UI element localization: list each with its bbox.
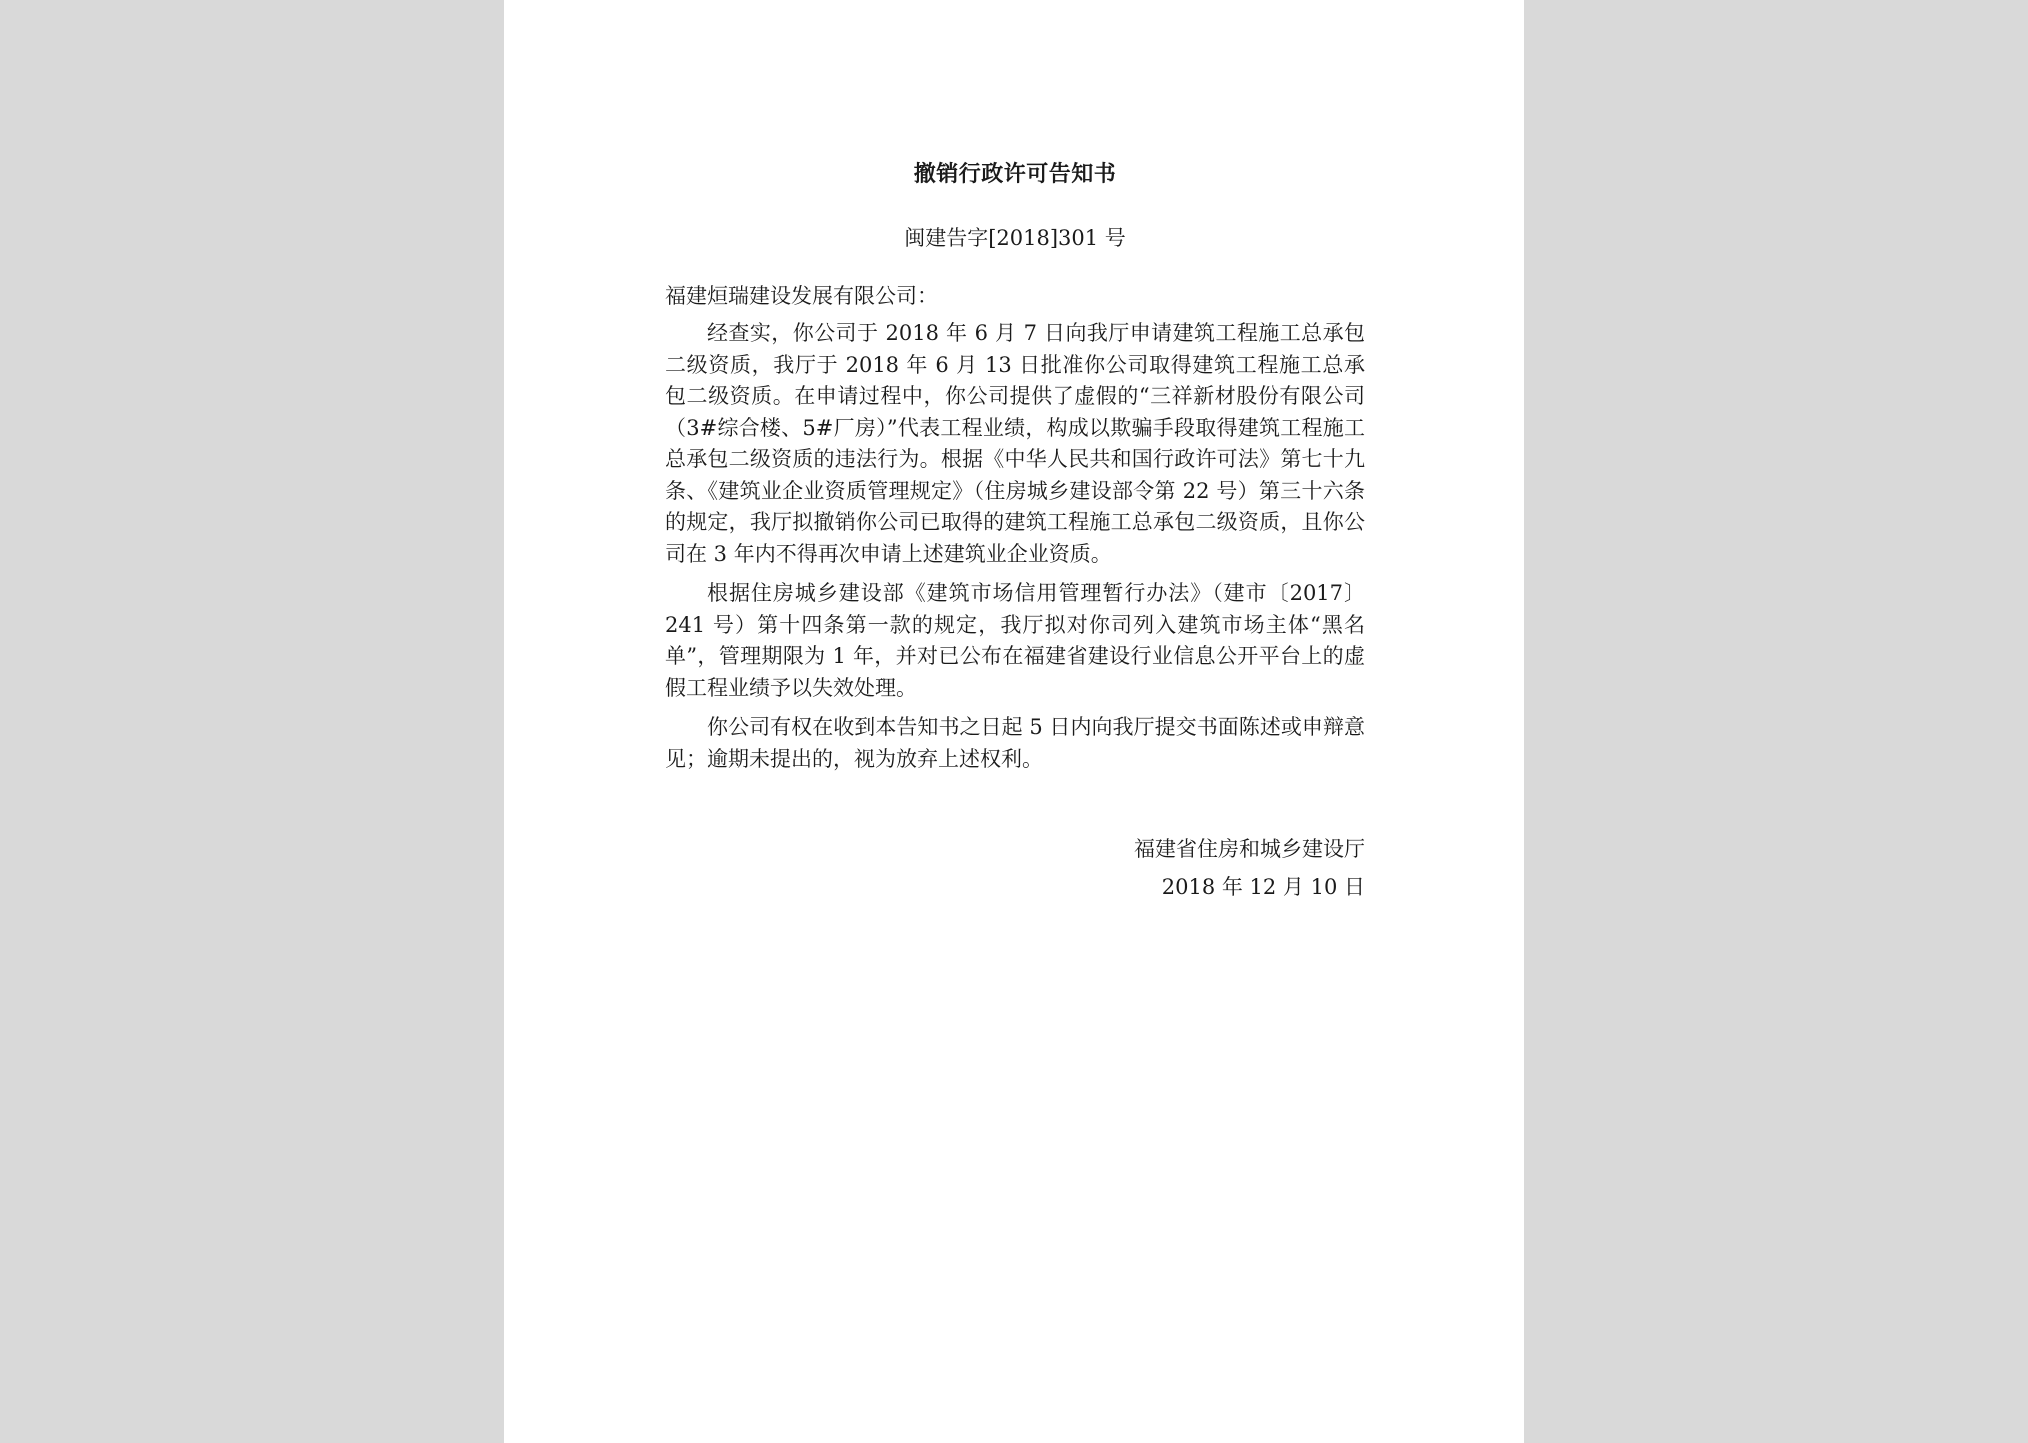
paragraph-3: 你公司有权在收到本告知书之日起 5 日内向我厅提交书面陈述或申辩意见；逾期未提出的，视为放弃上述权利。 bbox=[665, 715, 1365, 771]
salutation: 福建烜瑞建设发展有限公司： bbox=[665, 284, 938, 308]
paragraph-2: 根据住房城乡建设部《建筑市场信用管理暂行办法》（建市〔2017〕241 号）第十四条第一款的规定，我厅拟对你司列入建筑市场主体“黑名单”，管理期限为 1 年，并对已公布在福建省建设行业信息公开平台上的虚假工程业绩予以失效处理。 bbox=[665, 581, 1365, 700]
signature-organization: 福建省住房和城乡建设厅 bbox=[1134, 837, 1365, 861]
paragraph-1: 经查实，你公司于 2018 年 6 月 7 日向我厅申请建筑工程施工总承包二级资质，我厅于 2018 年 6 月 13 日批准你公司取得建筑工程施工总承包二级资质。在申请过程中，你公司提供了虚假的“三祥新材股份有限公司（3#综合楼、5#厂房）”代表工程业绩，构成以欺骗手段取得建筑工程施工总承包二级资质的违法行为。根据《中华人民共和国行政许可法》第七十九条、《建筑业企业资质管理规定》（住房城乡建设部令第 22 号）第三十六条的规定，我厅拟撤销你公司已取得的建筑工程施工总承包二级资质，且你公司在 3 年内不得再次申请上述建筑业企业资质。 bbox=[665, 321, 1365, 566]
document-number: 闽建告字[2018]301 号 bbox=[904, 226, 1126, 250]
signature-date: 2018 年 12 月 10 日 bbox=[1161, 875, 1365, 899]
document-title: 撤销行政许可告知书 bbox=[913, 161, 1117, 187]
document-body bbox=[665, 150, 1365, 903]
document-page bbox=[504, 0, 1524, 1443]
